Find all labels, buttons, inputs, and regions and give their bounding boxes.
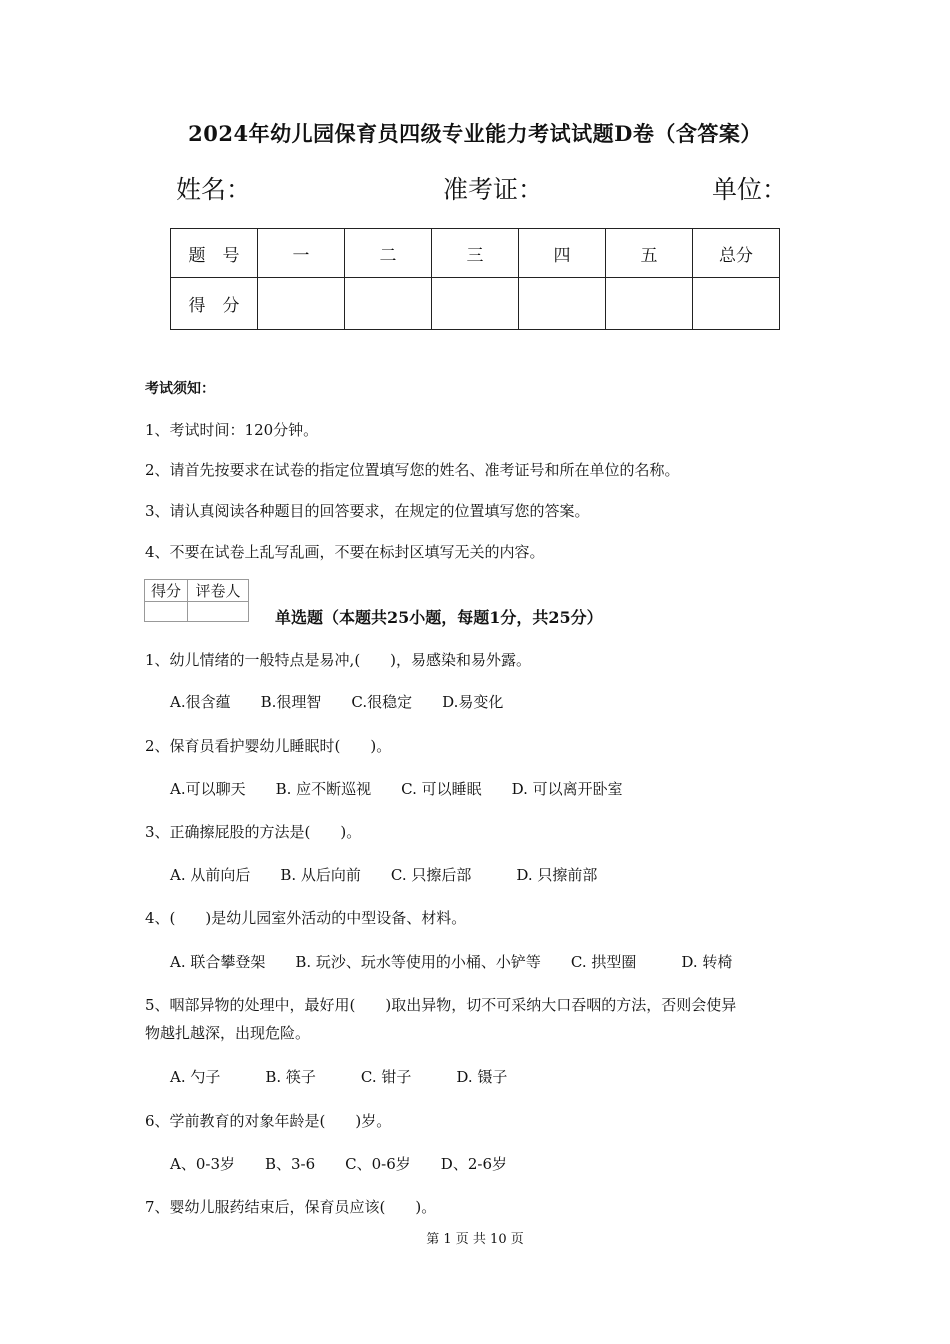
score-cell[interactable]	[345, 278, 432, 330]
unit-field-label: 单位：	[712, 175, 788, 204]
exam-id-field-label: 准考证：	[443, 175, 544, 204]
question-text: 2、保育员看护婴幼儿睡眠时( )。	[145, 737, 392, 755]
question-options: A.可以聊天 B. 应不断巡视 C. 可以睡眠 D. 可以离开卧室	[170, 780, 623, 798]
score-table-header-cell: 总分	[693, 229, 780, 278]
grader-score-label: 得分	[145, 580, 188, 602]
score-table-header-row	[171, 229, 780, 278]
score-cell[interactable]	[693, 278, 780, 330]
grader-box	[144, 579, 249, 622]
question-text: 1、幼儿情绪的一般特点是易冲,( )，易感染和易外露。	[145, 651, 532, 669]
question-text: 5、咽部异物的处理中，最好用( )取出异物，切不可采纳大口吞咽的方法，否则会使异	[145, 996, 737, 1014]
note-item: 2、请首先按要求在试卷的指定位置填写您的姓名、准考证号和所在单位的名称。	[145, 461, 680, 479]
score-cell[interactable]	[606, 278, 693, 330]
score-table-header-cell: 题 号	[171, 229, 258, 278]
notes-title: 考试须知：	[145, 381, 215, 397]
score-table-score-row	[171, 278, 780, 330]
note-item: 1、考试时间：120分钟。	[145, 421, 319, 439]
question-text: 6、学前教育的对象年龄是( )岁。	[145, 1112, 392, 1130]
page-title: 2024年幼儿园保育员四级专业能力考试试题D卷（含答案）	[188, 121, 762, 146]
question-text: 3、正确擦屁股的方法是( )。	[145, 823, 362, 841]
grader-name-cell[interactable]	[188, 602, 249, 622]
score-table-header-cell: 一	[258, 229, 345, 278]
score-table	[170, 228, 780, 330]
note-item: 3、请认真阅读各种题目的回答要求，在规定的位置填写您的答案。	[145, 502, 590, 520]
question-text: 4、( )是幼儿园室外活动的中型设备、材料。	[145, 909, 467, 927]
score-table-header-cell: 二	[345, 229, 432, 278]
question-options: A. 联合攀登架 B. 玩沙、玩水等使用的小桶、小铲等 C. 拱型圈 D. 转椅	[170, 953, 733, 971]
note-item: 4、不要在试卷上乱写乱画，不要在标封区填写无关的内容。	[145, 543, 545, 561]
question-text: 7、婴幼儿服药结束后，保育员应该( )。	[145, 1198, 437, 1216]
question-text-continued: 物越扎越深，出现危险。	[145, 1024, 311, 1042]
page-footer: 第 1 页 共 10 页	[426, 1232, 524, 1247]
section-title: 单选题（本题共25小题，每题1分，共25分）	[275, 608, 603, 627]
grader-score-cell[interactable]	[145, 602, 188, 622]
score-cell[interactable]	[519, 278, 606, 330]
score-row-label: 得 分	[171, 278, 258, 330]
name-field-label: 姓名：	[176, 175, 252, 204]
score-table-header-cell: 四	[519, 229, 606, 278]
score-table-header-cell: 三	[432, 229, 519, 278]
score-table-header-cell: 五	[606, 229, 693, 278]
question-options: A.很含蕴 B.很理智 C.很稳定 D.易变化	[170, 693, 504, 711]
question-options: A. 勺子 B. 筷子 C. 钳子 D. 镊子	[170, 1068, 508, 1086]
question-options: A. 从前向后 B. 从后向前 C. 只擦后部 D. 只擦前部	[170, 866, 598, 884]
grader-name-label: 评卷人	[188, 580, 249, 602]
question-options: A、0-3岁 B、3-6 C、0-6岁 D、2-6岁	[170, 1155, 507, 1173]
score-cell[interactable]	[258, 278, 345, 330]
score-cell[interactable]	[432, 278, 519, 330]
